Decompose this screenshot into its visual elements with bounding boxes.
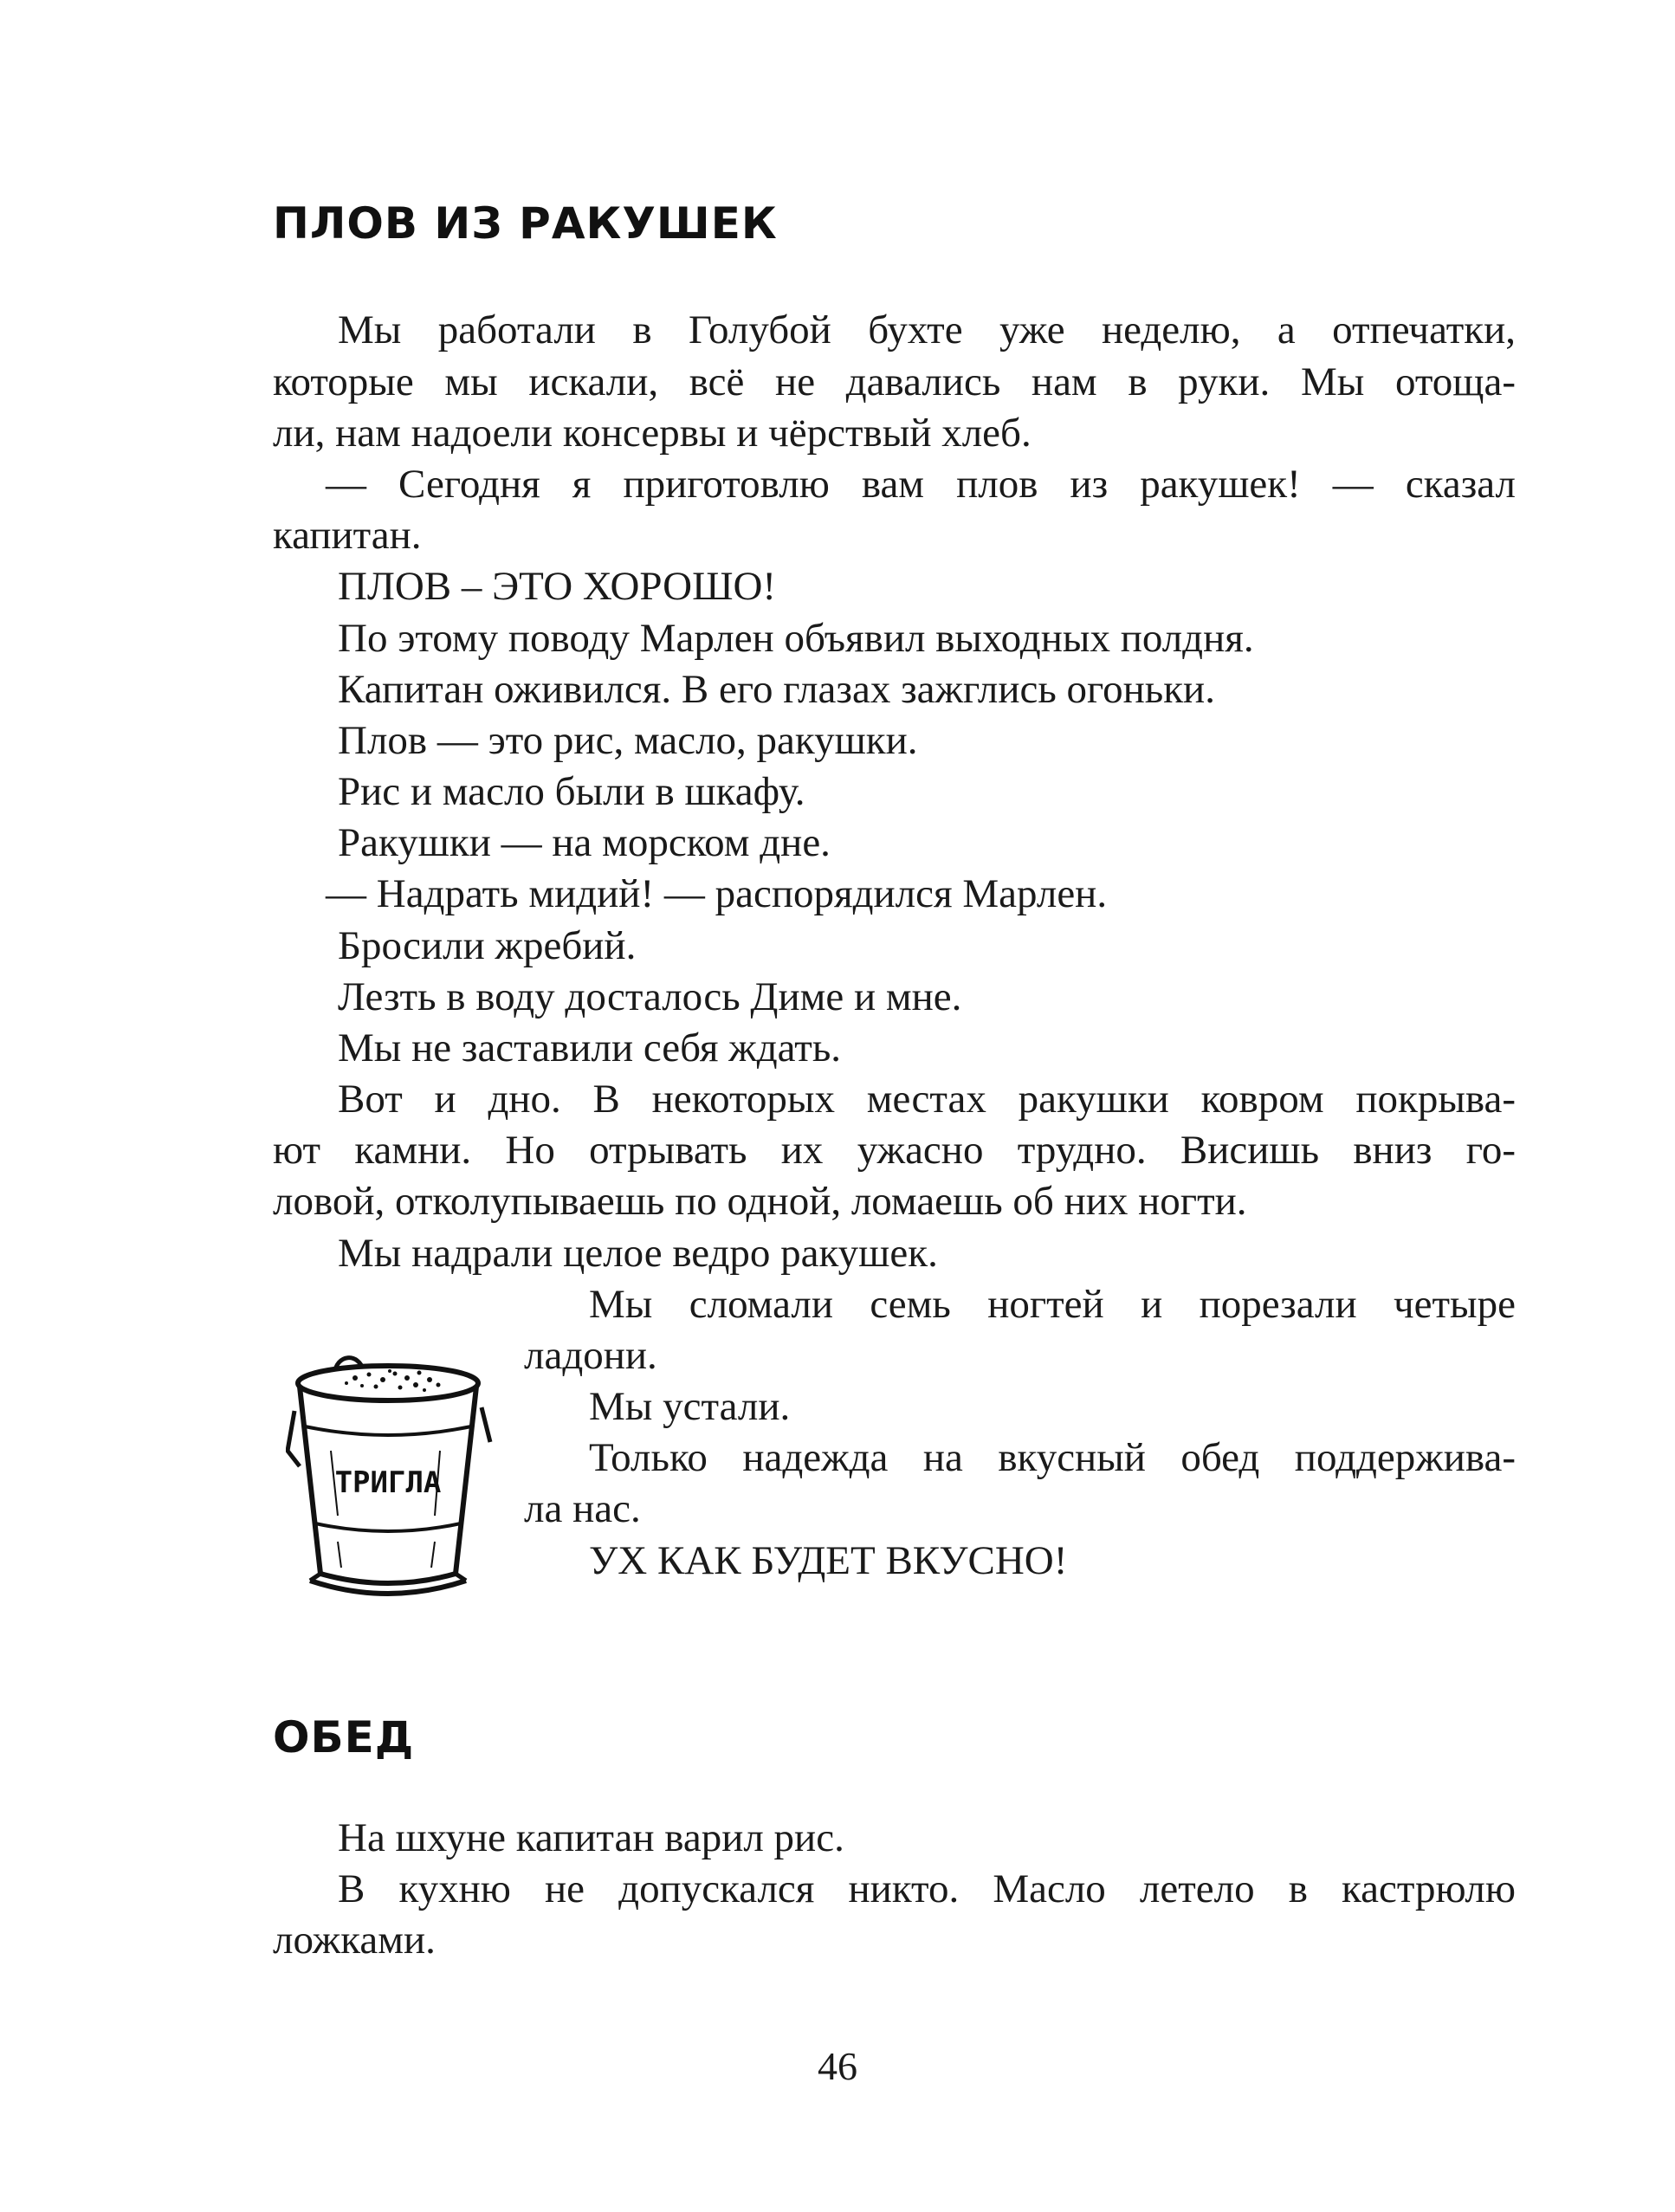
bucket-icon <box>286 1347 494 1611</box>
text-line: УХ КАК БУДЕТ ВКУСНО! <box>589 1538 1068 1583</box>
text-line: ют камни. Но отрывать их ужасно трудно. Висишь вниз го- <box>273 1128 1516 1173</box>
text-line: На шхуне капитан варил рис. <box>338 1815 844 1860</box>
text-line: Только надежда на вкусный обед поддержива- <box>589 1435 1516 1480</box>
text-line: ложками. <box>273 1918 436 1963</box>
text-line: Мы устали. <box>589 1384 791 1429</box>
text-line: капитан. <box>273 513 422 558</box>
text-line: Вот и дно. В некоторых местах ракушки ковром покрыва- <box>338 1077 1516 1122</box>
text-line: ла нас. <box>524 1486 641 1531</box>
text-line: — Сегодня я приготовлю вам плов из ракушек! — сказал <box>326 462 1516 507</box>
text-line: Рис и масло были в шкафу. <box>338 769 805 814</box>
section-title-obed: ОБЕД <box>273 1712 415 1762</box>
text-line: ладони. <box>524 1333 657 1378</box>
text-line: Бросили жребий. <box>338 923 637 968</box>
text-line: Плов — это рис, масло, ракушки. <box>338 718 918 763</box>
text-line: Капитан оживился. В его глазах зажглись огоньки. <box>338 667 1215 712</box>
page-number: 46 <box>818 2044 857 2088</box>
text-line: Мы сломали семь ногтей и порезали четыре <box>589 1282 1516 1327</box>
text-line: Ракушки — на морском дне. <box>338 820 831 865</box>
section-title-plov: ПЛОВ ИЗ РАКУШЕК <box>273 198 778 249</box>
text-line: Лезть в воду досталось Диме и мне. <box>338 974 962 1019</box>
text-line: — Надрать мидий! — распорядился Марлен. <box>326 871 1108 916</box>
text-line: ПЛОВ – ЭТО ХОРОШО! <box>338 564 777 609</box>
text-line: Мы надрали целое ведро ракушек. <box>338 1231 938 1276</box>
text-line: ловой, отколупываешь по одной, ломаешь об них ногти. <box>273 1179 1247 1224</box>
text-line: Мы не заставили себя ждать. <box>338 1025 842 1070</box>
bucket-label: ТРИГЛА <box>334 1465 442 1500</box>
text-line: ли, нам надоели консервы и чёрствый хлеб. <box>273 411 1032 456</box>
text-line: В кухню не допускался никто. Масло летело в кастрюлю <box>338 1866 1516 1911</box>
text-line: Мы работали в Голубой бухте уже неделю, а отпечатки, <box>338 307 1516 352</box>
text-line: По этому поводу Марлен объявил выходных полдня. <box>338 616 1254 661</box>
text-line: которые мы искали, всё не давались нам в руки. Мы отоща- <box>273 359 1516 404</box>
